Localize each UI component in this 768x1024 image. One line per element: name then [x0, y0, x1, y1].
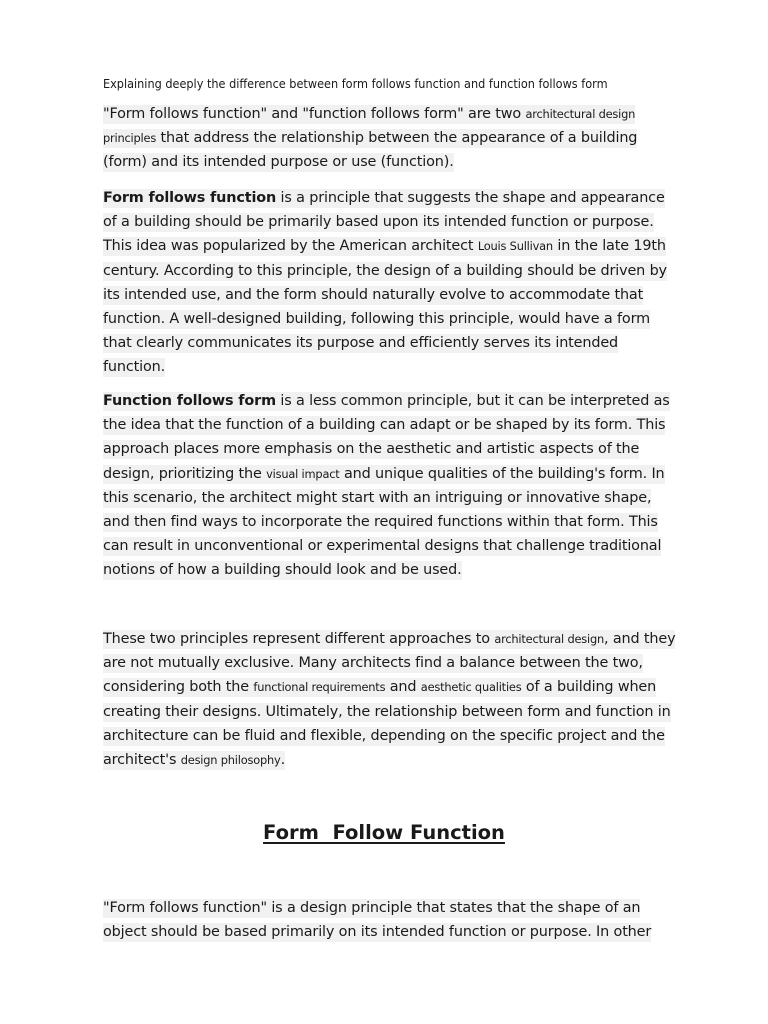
term-visual-impact: visual impact — [266, 466, 340, 481]
paragraph-summary-text-a: These two principles represent different approaches to — [103, 631, 495, 647]
paragraph-intro — [103, 102, 678, 175]
paragraph-intro-text — [103, 105, 637, 172]
paragraph-form-follows-function-text — [103, 189, 667, 377]
paragraph-summary-text-i: . — [280, 752, 286, 769]
term-architectural-design-principles: architectural design principles — [103, 107, 636, 146]
paragraph-function-follows-form-text — [103, 392, 670, 580]
paragraph-function-follows-form — [103, 389, 678, 583]
paragraph-ffF-text-c: in the late 19th century. According to this principle, the design of a building should be driven by its intended use, and the form should naturally evolve to accommodate that function. A well-designed building, following this principle, would have a form that clearly communicates its purpose and efficiently serves its intended function. — [103, 238, 667, 376]
paragraph-section-intro-text: "Form follows function" is a design principle that states that the shape of an object should be based primarily on its intended function or purpose. In other — [103, 900, 652, 941]
paragraph-summary-text — [103, 630, 675, 770]
term-aesthetic-qualities: aesthetic qualities — [420, 680, 522, 695]
term-functional-requirements: functional requirements — [253, 680, 386, 695]
paragraph-intro-text-c: that address the relationship between the appearance of a building (form) and its intended purpose or use (function). — [103, 130, 638, 171]
section-heading — [0, 818, 768, 848]
term-function-follows-form: Function follows form — [103, 393, 276, 409]
paragraph-summary — [103, 627, 678, 772]
paragraph-summary-text-e: and — [385, 679, 421, 696]
paragraph-form-follows-function — [103, 186, 678, 380]
paragraph-fff-text-a: is a less common principle, but it can be interpreted as the idea that the function of a building can adapt or be shaped by its form. This approach places more emphasis on the aesthetic and artistic aspects of the design, prioritizing the — [103, 393, 670, 482]
paragraph-ffF-text-a: is a principle that suggests the shape and appearance of a building should be primarily based upon its intended function or purpose. This idea was popularized by the American architect — [103, 190, 665, 255]
paragraph-summary-text-c: , and they are not mutually exclusive. Many architects find a balance between the two, considering both the — [103, 631, 676, 696]
term-design-philosophy: design philosophy — [180, 753, 281, 768]
paragraph-fff-text-c: and unique qualities of the building's form. In this scenario, the architect might start with an intriguing or innovative shape, and then find ways to incorporate the required functions within that form. This can result in unconventional or experimental designs that challenge traditional notions of how a building should look and be used. — [103, 465, 665, 579]
paragraph-intro-text-a: "Form follows function" and "function follows form" are two — [103, 106, 526, 122]
document-title: Explaining deeply the difference between form follows function and function follows form — [103, 77, 608, 91]
term-architectural-design: architectural design — [494, 632, 605, 646]
paragraph-summary-text-g: of a building when creating their designs. Ultimately, the relationship between form and function in architecture can be fluid and flexible, depending on the specific project and the architect's — [103, 679, 671, 769]
section-heading-text: Form Follow Function — [263, 821, 505, 844]
term-form-follows-function: Form follows function — [103, 190, 277, 206]
term-louis-sullivan: Louis Sullivan — [477, 239, 553, 254]
paragraph-section-intro — [103, 896, 678, 944]
